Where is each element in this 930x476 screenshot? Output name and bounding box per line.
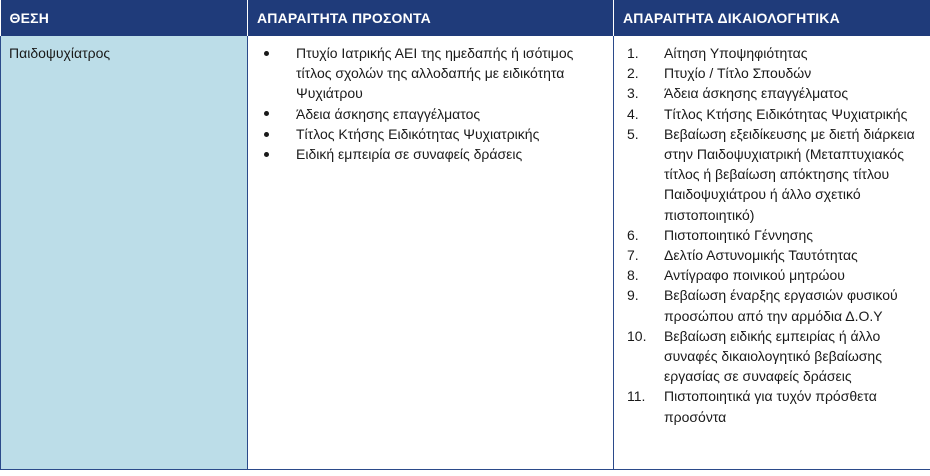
- document-item: [622, 225, 922, 245]
- qualification-text: Άδεια άσκησης επαγγέλματος: [296, 105, 481, 122]
- document-text: Αντίγραφο ποινικού μητρώου: [664, 267, 845, 284]
- document-text: Πιστοποιητικό Γέννησης: [664, 226, 813, 243]
- qualification-item: [256, 124, 605, 144]
- document-item: [622, 245, 922, 265]
- document-text: Δελτίο Αστυνομικής Ταυτότητας: [664, 247, 858, 264]
- document-text: Άδεια άσκησης επαγγέλματος: [664, 85, 849, 102]
- document-text: Τίτλος Κτήσης Ειδικότητας Ψυχιατρικής: [664, 105, 908, 122]
- header-documents: ΑΠΑΡΑΙΤΗΤΑ ΔΙΚΑΙΟΛΟΓΗΤΙΚΑ: [614, 0, 930, 36]
- document-item: [622, 83, 922, 103]
- document-number: 9.: [627, 287, 639, 304]
- qualification-item: [256, 104, 605, 124]
- document-item: [622, 43, 922, 63]
- document-number: 7.: [627, 247, 639, 264]
- document-text: Πτυχίο / Τίτλο Σπουδών: [664, 65, 812, 82]
- bullet-icon: [256, 144, 296, 164]
- document-text: Αίτηση Υποψηφιότητας: [664, 45, 808, 61]
- qualification-item: [256, 144, 605, 164]
- document-item: [622, 265, 922, 285]
- document-item: [622, 326, 922, 387]
- document-text: Βεβαίωση ειδικής εμπειρίας ή άλλο συναφές δικαιολογητικό βεβαίωσης εργασίας σε συναφείς δράσεις: [664, 327, 882, 385]
- header-qualifications: ΑΠΑΡΑΙΤΗΤΑ ΠΡΟΣΟΝΤΑ: [248, 0, 614, 36]
- qualifications-cell: [248, 36, 614, 469]
- document-number: 5.: [627, 125, 639, 142]
- document-number: 4.: [627, 105, 639, 122]
- bullet-icon: [256, 104, 296, 124]
- qualification-item: [256, 43, 605, 104]
- table-header-row: [1, 0, 930, 36]
- documents-list: [622, 43, 922, 427]
- document-item: [622, 124, 922, 225]
- qualification-text: Ειδική εμπειρία σε συναφείς δράσεις: [296, 146, 523, 163]
- qualification-text: Πτυχίο Ιατρικής ΑΕΙ της ημεδαπής ή ισότιμος τίτλος σχολών της αλλοδαπής με ειδικότητα Ψυχιάτρου: [296, 45, 574, 102]
- document-item: [622, 63, 922, 83]
- documents-cell: [614, 36, 930, 469]
- document-number: 6.: [627, 226, 639, 243]
- document-item: [622, 104, 922, 124]
- table-row: [1, 36, 930, 469]
- document-number: 1.: [627, 45, 639, 61]
- document-text: Βεβαίωση εξειδίκευσης με διετή διάρκεια στην Παιδοψυχιατρική (Μεταπτυχιακός τίτλος ή βεβαίωση απόκτησης τίτλου Παιδοψυχιάτρου ή άλλο σχετικό πιστοποιητικό): [664, 125, 915, 223]
- document-number: 2.: [627, 65, 639, 82]
- position-cell: Παιδοψυχίατρος: [1, 36, 248, 469]
- bullet-icon: [256, 124, 296, 144]
- document-number: 11.: [627, 388, 646, 405]
- document-number: 3.: [627, 85, 639, 102]
- document-item: [622, 285, 922, 325]
- document-item: [622, 386, 922, 426]
- document-number: 10.: [627, 327, 647, 344]
- header-position: ΘΕΣΗ: [1, 0, 248, 36]
- document-number: 8.: [627, 267, 639, 284]
- qualifications-list: [256, 43, 605, 164]
- document-text: Πιστοποιητικά για τυχόν πρόσθετα προσόντα: [664, 388, 877, 425]
- document-text: Βεβαίωση έναρξης εργασιών φυσικού προσώπου από την αρμόδια Δ.Ο.Υ: [664, 287, 898, 324]
- bullet-icon: [256, 43, 296, 63]
- qualification-text: Τίτλος Κτήσης Ειδικότητας Ψυχιατρικής: [296, 125, 540, 142]
